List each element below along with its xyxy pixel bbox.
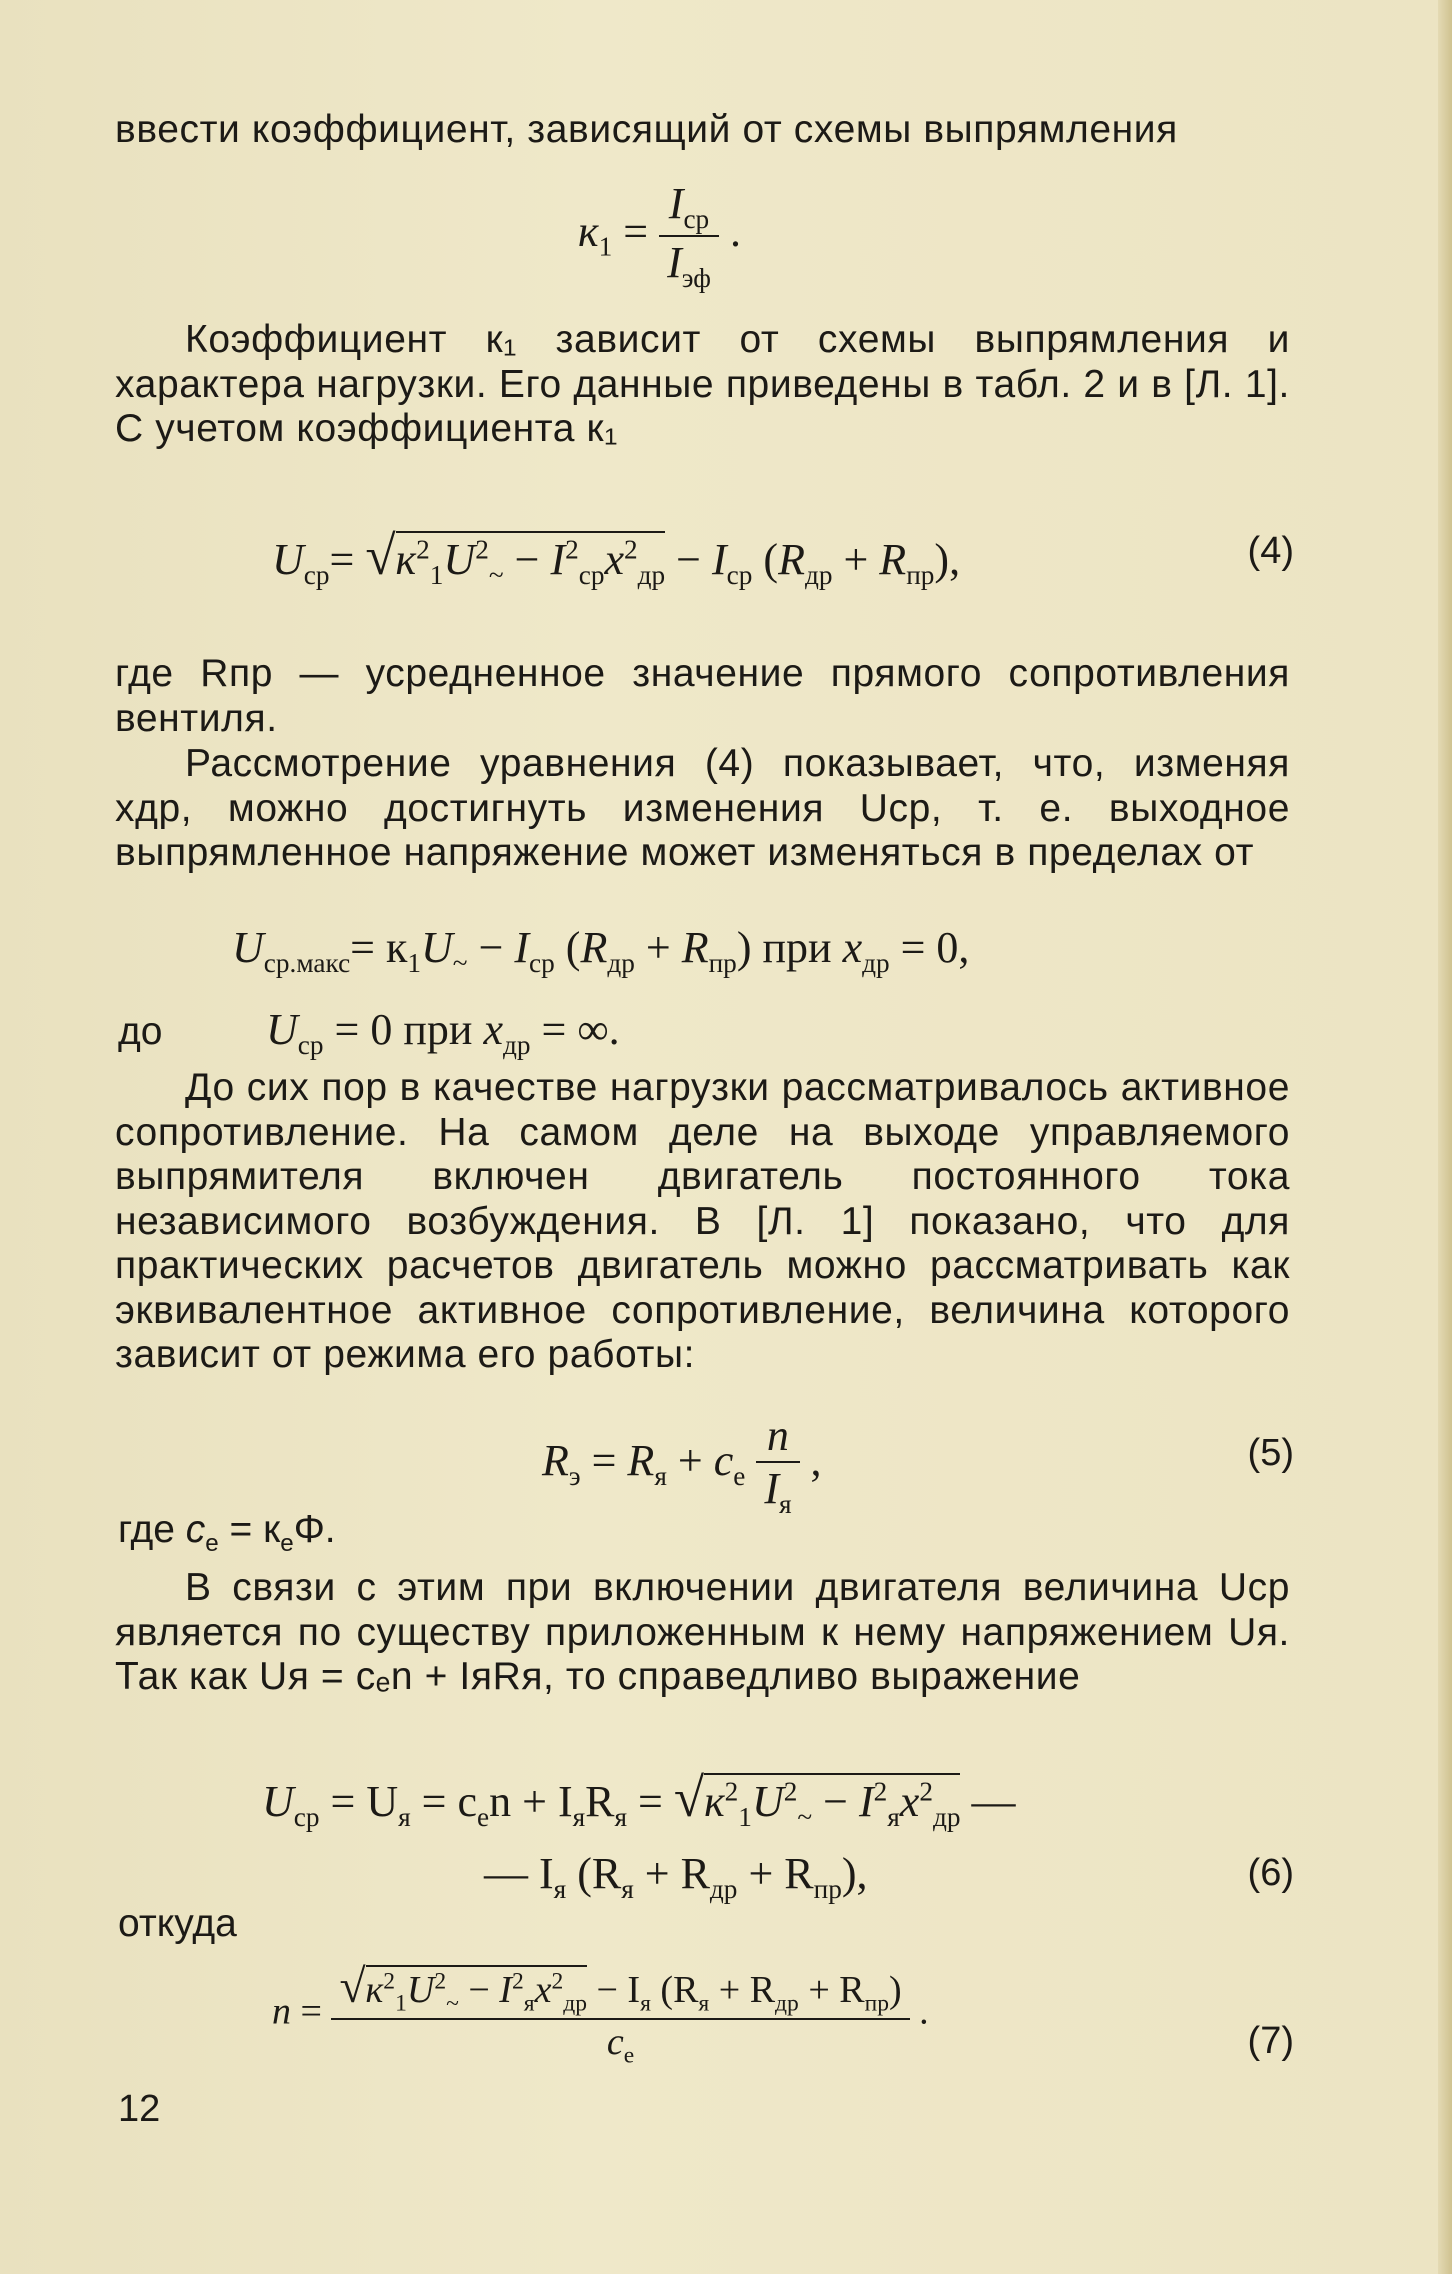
paragraph-coefficient: Коэффициент к₁ зависит от схемы выпрямления и характера нагрузки. Его данные приведены в табл. 2 и в [Л. 1]. С учетом коэффициента к₁	[115, 318, 1290, 450]
equation-number-4: (4)	[1247, 530, 1294, 572]
paragraph-analysis: Рассмотрение уравнения (4) показывает, что, изменяя xдр, можно достигнуть изменения Uср, т. е. выходное выпрямленное напряжение может изменяться в пределах от	[115, 742, 1290, 874]
paragraph-connection: В связи с этим при включении двигателя величина Uср является по существу приложенным к нему напряжением Uя. Так как Uя = cₑn + IяRя, то справедливо выражение	[115, 1566, 1290, 1698]
page-edge	[1438, 0, 1452, 2274]
equation-4: $U_{ср}= √к^2_1U^2_\sim - I^2_{ср}x^2_{др} - I_{ср}$ $(R_{др} + R_{пр})$,	[272, 525, 961, 590]
equation-number-7: (7)	[1247, 2020, 1294, 2062]
paragraph-motor: До сих пор в качестве нагрузки рассматривалось активное сопротивление. На самом деле на выходе управляемого выпрямителя включен двигатель постоянного тока независимого возбуждения. В [Л. 1] показано, что для практических расчетов двигатель можно рассматривать как эквивалентное активное сопротивление, величина которого зависит от режима его работы:	[115, 1066, 1290, 1376]
equation-6-line1: $U_{ср} = U_я = c_en + I_яR_я = √к^2_1U^2_\sim - I^2_яx^2_{др}$ —	[262, 1767, 1016, 1832]
equation-number-5: (5)	[1247, 1432, 1294, 1474]
where-ce: где $c_e = к_e\Phi$.	[118, 1508, 336, 1557]
paragraph-intro: ввести коэффициент, зависящий от схемы выпрямления	[115, 108, 1178, 151]
label-do: до	[118, 1010, 163, 1053]
page-number: 12	[118, 2088, 161, 2130]
equation-umax: $U_{ср.макс}= к_1U_\sim - I_{ср}$ $(R_{др} + R_{пр})$ при $x_{др} = 0$,	[232, 923, 970, 978]
fraction-n: $\frac{√к^2_1U^2_\sim - I^2_яx^2_{др} - I_я (R_я + R_{др} + R_{пр})}{c_e}$	[331, 1960, 909, 2069]
equation-5: $R_э = R_я + c_e$ $\frac{n}{I_я}$ ,	[542, 1411, 822, 1519]
equation-6-line2: — $I_я$ $(R_я + R_{др} + R_{пр})$,	[484, 1849, 868, 1904]
equation-number-6: (6)	[1247, 1852, 1294, 1894]
equation-7: n = $\frac{√к^2_1U^2_\sim - I^2_яx^2_{др} - I_я (R_я + R_{др} + R_{пр})}{c_e}$ .	[272, 1961, 929, 2069]
paragraph-rpr: где Rпр — усредненное значение прямого сопротивления вентиля.	[115, 652, 1290, 740]
label-otkuda: откуда	[118, 1902, 237, 1945]
fraction-n-over-i: $\frac{n}{I_я}$	[756, 1410, 799, 1520]
fraction-k1: $\frac{I_{ср}}{I_{эф}}$	[659, 178, 719, 294]
equation-umin: $U_{ср} = 0$ при $x_{др}$ = ∞.	[266, 1005, 620, 1060]
equation-k1: $к_1$ = $\frac{I_{ср}}{I_{эф}}$ .	[578, 179, 741, 293]
